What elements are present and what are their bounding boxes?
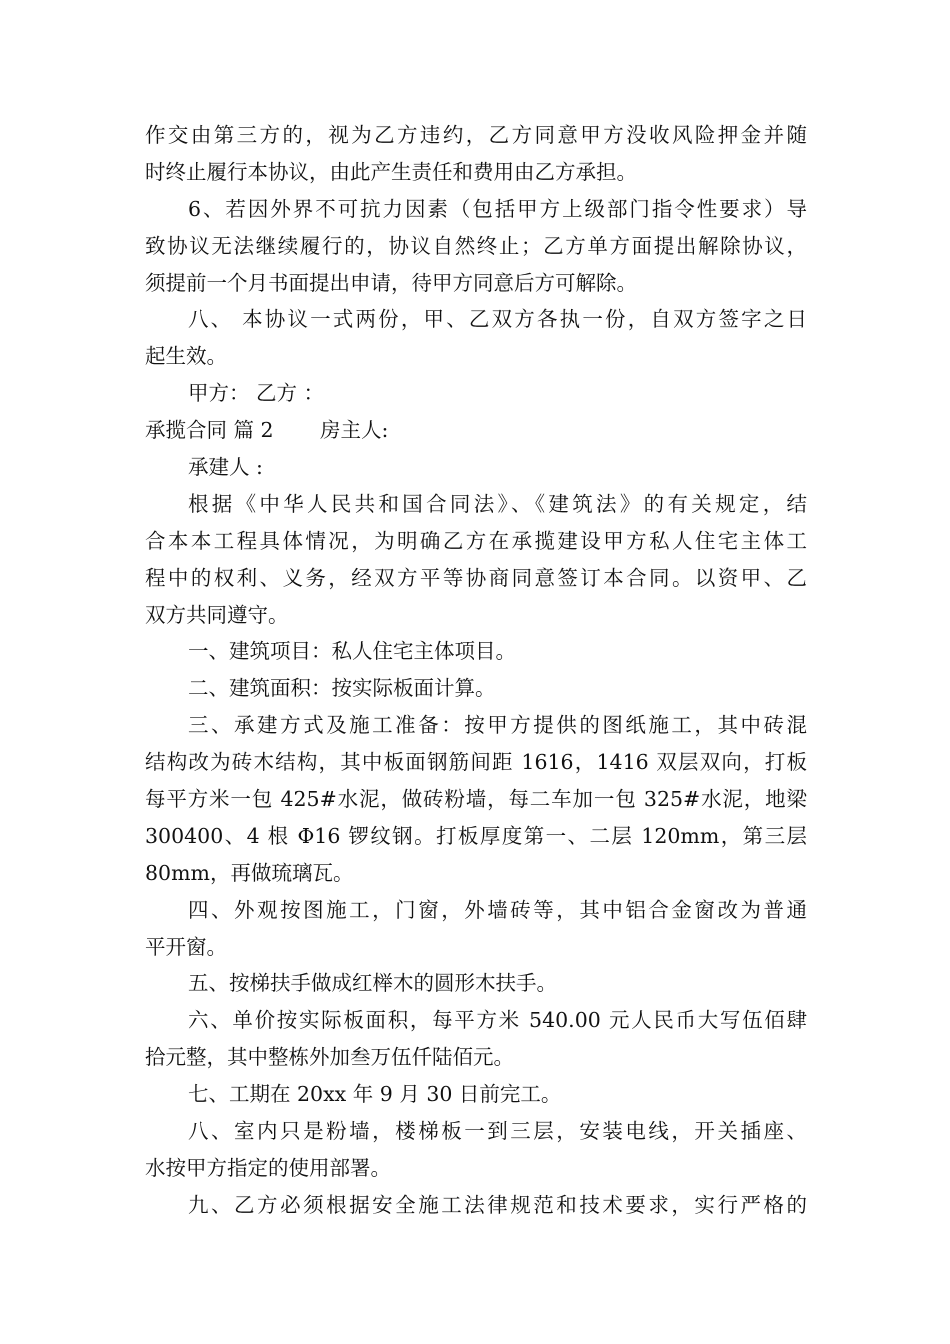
signature-line: 甲方： 乙方 ： (188, 381, 325, 406)
owner-label: 房主人: (320, 418, 389, 443)
paragraph-line: 每平方米一包 425#水泥，做砖粉墙，每二车加一包 325#水泥，地梁 (145, 787, 807, 812)
document-body (145, 117, 807, 1224)
paragraph-line: 二、建筑面积：按实际板面计算。 (188, 676, 496, 701)
paragraph-line: 八、室内只是粉墙，楼梯板一到三层，安装电线，开关插座、 (188, 1119, 807, 1144)
paragraph-line: 九、乙方必须根据安全施工法律规范和技术要求，实行严格的 (188, 1192, 807, 1217)
paragraph-line: 程中的权利、义务，经双方平等协商同意签订本合同。以资甲、乙 (145, 565, 807, 590)
paragraph-line: 作交由第三方的，视为乙方违约，乙方同意甲方没收风险押金并随 (145, 123, 807, 147)
paragraph-line: 起生效。 (145, 344, 227, 369)
paragraph-line: 七、工期在 20xx 年 9 月 30 日前完工。 (188, 1082, 562, 1107)
paragraph-line: 结构改为砖木结构，其中板面钢筋间距 1616，1416 双层双向，打板 (145, 750, 807, 775)
paragraph-line: 三、承建方式及施工准备：按甲方提供的图纸施工，其中砖混 (188, 713, 807, 738)
paragraph-line: 水按甲方指定的使用部署。 (145, 1155, 391, 1180)
contractor-label: 承建人 : (188, 455, 263, 480)
paragraph-line: 80mm，再做琉璃瓦。 (145, 860, 354, 885)
paragraph-line: 6、若因外界不可抗力因素（包括甲方上级部门指令性要求）导 (188, 196, 807, 221)
paragraph-line: 时终止履行本协议，由此产生责任和费用由乙方承担。 (145, 159, 637, 184)
paragraph-line: 六、单价按实际板面积，每平方米 540.00 元人民币大写伍佰肆 (188, 1008, 807, 1033)
paragraph-line: 八、 本协议一式两份，甲、乙双方各执一份，自双方签字之日 (188, 307, 807, 332)
paragraph-line: 致协议无法继续履行的，协议自然终止；乙方单方面提出解除协议， (145, 233, 807, 258)
paragraph-line: 四、外观按图施工，门窗，外墙砖等，其中铝合金窗改为普通 (188, 897, 807, 922)
paragraph-line: 根据《中华人民共和国合同法》、《建筑法》的有关规定，结 (188, 491, 807, 516)
paragraph-line: 合本本工程具体情况，为明确乙方在承揽建设甲方私人住宅主体工 (145, 528, 807, 553)
paragraph-line: 平开窗。 (145, 934, 227, 959)
paragraph-line: 五、按梯扶手做成红榉木的圆形木扶手。 (188, 971, 557, 996)
section-heading-row (145, 412, 807, 449)
paragraph-line: 须提前一个月书面提出申请，待甲方同意后方可解除。 (145, 270, 637, 295)
paragraph-line: 拾元整，其中整栋外加叁万伍仟陆佰元。 (145, 1045, 514, 1070)
section-heading: 承揽合同 篇 2 (145, 418, 274, 443)
paragraph-line: 300400、4 根 Φ16 锣纹钢。打板厚度第一、二层 120mm，第三层 (145, 823, 807, 848)
paragraph-line: 一、建筑项目：私人住宅主体项目。 (188, 639, 516, 664)
paragraph-line: 双方共同遵守。 (145, 602, 289, 627)
